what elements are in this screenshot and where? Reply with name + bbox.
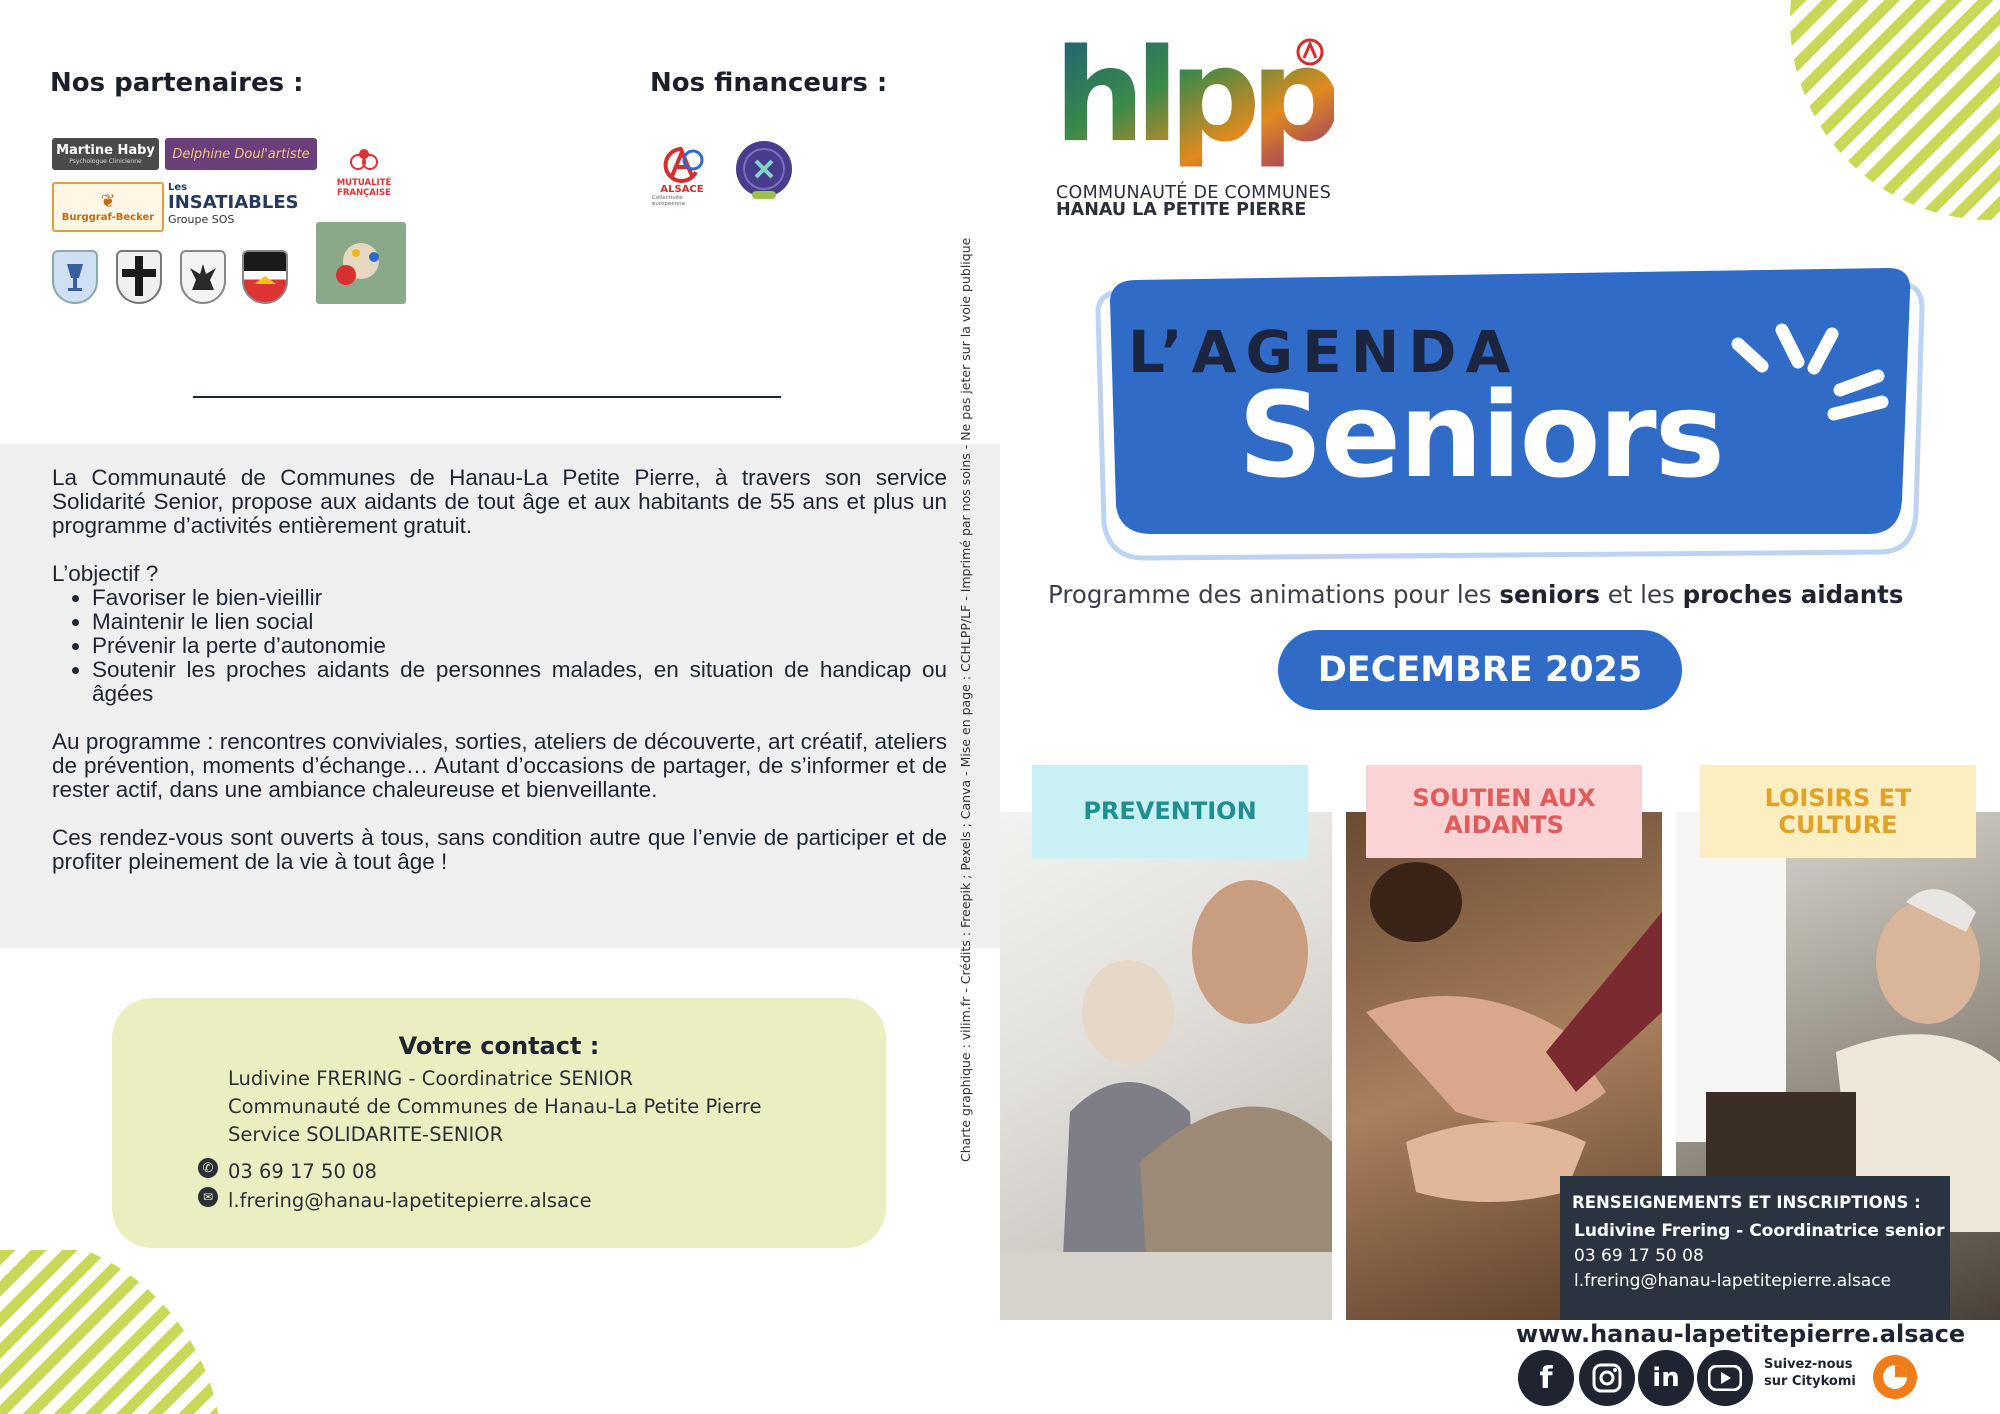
category-prevention: PREVENTION: [1032, 765, 1308, 858]
brand-line-2: HANAU LA PETITE PIERRE: [1056, 200, 1307, 220]
hlpp-logo: [1054, 32, 1334, 182]
contact-title: Votre contact :: [398, 1032, 600, 1060]
facebook-icon[interactable]: f: [1518, 1350, 1574, 1406]
subtitle-aidants: proches aidants: [1682, 580, 1904, 609]
citykomi-icon[interactable]: [1868, 1350, 1922, 1404]
vertical-credits: Charte graphique : vilim.fr - Crédits : Freepik ; Pexels ; Canva - Mise en page : CCHLPP/LF - Imprimé par nos soins - Ne pas jeter sur la voie publique: [958, 237, 973, 1162]
phone-icon: ✆: [198, 1158, 218, 1178]
info-name: Ludivine Frering - Coordinatrice senior: [1574, 1221, 1945, 1241]
info-email[interactable]: l.frering@hanau-lapetitepierre.alsace: [1574, 1271, 1892, 1291]
objective-item: • Favoriser le bien-vieillir: [92, 586, 947, 610]
brand-line-1: COMMUNAUTÉ DE COMMUNES: [1056, 183, 1332, 203]
objective-item: • Prévenir la perte d’autonomie: [92, 634, 947, 658]
follow-citykomi-text: Suivez-nous sur Citykomi: [1764, 1357, 1856, 1389]
info-box: [1560, 1176, 1950, 1320]
martine-haby-logo: Martine Haby Psychologue Clinicienne: [52, 138, 159, 170]
objective-item: • Maintenir le lien social: [92, 610, 947, 634]
programme-paragraph: Au programme : rencontres conviviales, sorties, ateliers de découverte, art créatif, ateliers de prévention, moments d’échange… Autant d’occasions de partager, de s’informer et de rester actif, dans une ambiance chaleureuse et bienveillante.: [52, 729, 947, 802]
programme-subtitle: Programme des animations pour les seniors et les proches aidants: [1048, 580, 1904, 609]
objectives-list: [52, 586, 947, 706]
intro-paragraph: La Communauté de Communes de Hanau-La Petite Pierre, à travers son service Solidarité Senior, propose aux aidants de tout âge et aux habitants de 55 ans et plus un programme d’activités entièrement gratuit.: [52, 465, 947, 538]
category-soutien-aux-aidants: SOUTIEN AUX AIDANTS: [1366, 765, 1642, 858]
coat-of-arms-1: [52, 250, 98, 304]
alsace-logo: ALSACE Collectivité européenne: [652, 140, 712, 212]
closing-paragraph: Ces rendez-vous sont ouverts à tous, sans condition autre que l’envie de participer et de profiter pleinement de la vie à tout âge !: [52, 825, 947, 874]
delphine-doulartiste-logo: Delphine Doul'artiste: [165, 138, 317, 170]
coat-of-arms-4: [242, 250, 288, 304]
les-insatiables-logo: Les INSATIABLES Groupe SOS: [168, 182, 299, 226]
coat-of-arms-2: [116, 250, 162, 304]
funder-round-logo: [734, 138, 794, 204]
contact-phone[interactable]: 03 69 17 50 08: [228, 1160, 377, 1183]
info-phone[interactable]: 03 69 17 50 08: [1574, 1246, 1704, 1266]
objective-item: • Soutenir les proches aidants de personnes malades, en situation de handicap ou âgées: [92, 658, 947, 706]
seniors-title: Seniors: [1238, 366, 1723, 504]
divider-line: [193, 396, 781, 398]
month-badge: DECEMBRE 2025: [1278, 630, 1682, 710]
agenda-title: L’AGENDA: [1128, 318, 1520, 386]
linkedin-icon[interactable]: in: [1638, 1350, 1694, 1406]
brand-wordmark: hlpp: [1054, 32, 1333, 171]
info-title: RENSEIGNEMENTS ET INSCRIPTIONS :: [1572, 1193, 1921, 1212]
funders-title: Nos financeurs :: [650, 68, 888, 98]
category-loisirs-et-culture: LOISIRS ET CULTURE: [1700, 765, 1976, 858]
email-icon: ✉: [198, 1187, 218, 1207]
website-link[interactable]: www.hanau-lapetitepierre.alsace: [1516, 1320, 1966, 1348]
instagram-icon[interactable]: [1579, 1350, 1635, 1406]
contact-email[interactable]: l.frering@hanau-lapetitepierre.alsace: [228, 1189, 592, 1212]
contact-service: Service SOLIDARITE-SENIOR: [228, 1123, 504, 1146]
contact-name: Ludivine FRERING - Coordinatrice SENIOR: [228, 1067, 633, 1090]
description-text: [52, 466, 947, 874]
objective-title: L’objectif ?: [52, 561, 159, 586]
stripe-decoration-top-right: [1760, 0, 2000, 220]
mutualite-francaise-logo: MUTUALITÉ FRANÇAISE: [322, 140, 406, 206]
partners-title: Nos partenaires :: [50, 68, 304, 98]
youtube-icon[interactable]: [1697, 1350, 1753, 1406]
coat-of-arms-3: [180, 250, 226, 304]
burggraf-becker-logo: ❦ Burggraf-Becker: [52, 182, 164, 232]
photo-prevention: [1000, 812, 1332, 1320]
subtitle-seniors: seniors: [1499, 580, 1600, 609]
la-boutique-du-sourire-logo: [316, 222, 406, 304]
stripe-decoration-bottom-left: [0, 1250, 225, 1414]
contact-organisation: Communauté de Communes de Hanau-La Petite Pierre: [228, 1095, 762, 1118]
